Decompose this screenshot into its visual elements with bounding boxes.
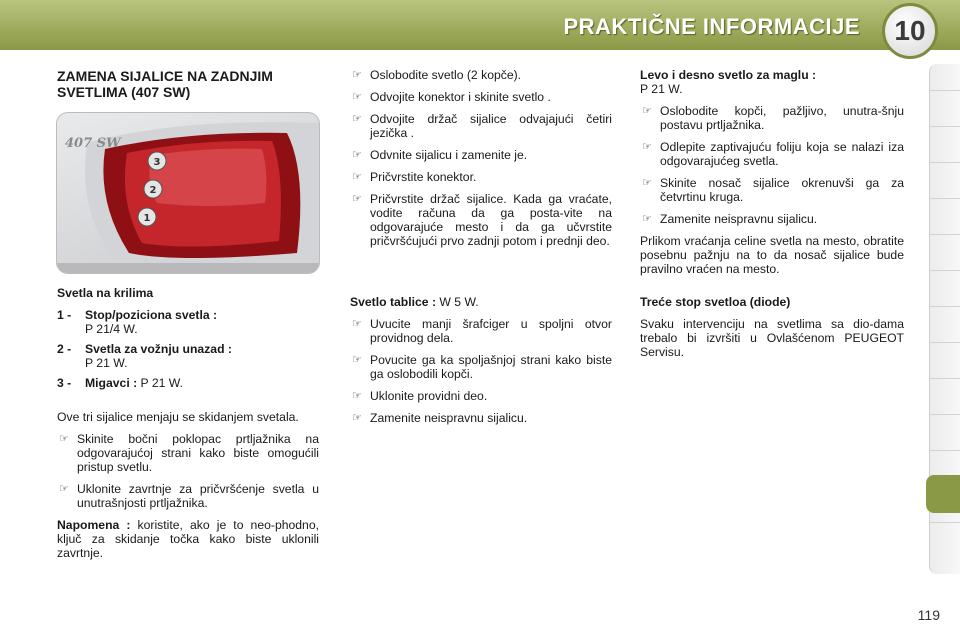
chapter-tab[interactable] <box>930 126 960 127</box>
bulb-item-name: Stop/poziciona svetla : <box>85 308 218 322</box>
instruction-step: ☞ Pričvrstite konektor. <box>350 170 612 184</box>
column-left <box>57 68 319 108</box>
intro-paragraph: Ove tri sijalice menjaju se skidanjem svetala. <box>57 410 299 424</box>
chapter-tab[interactable] <box>930 306 960 307</box>
bulb-item-value: P 21 W. <box>140 376 183 390</box>
chapter-tab[interactable] <box>930 234 960 235</box>
fog-light-label: Levo i desno svetlo za maglu : <box>640 68 817 82</box>
fog-light-value: P 21 W. <box>640 82 683 96</box>
callout-2-label: 2 <box>149 185 157 196</box>
subsection-title: Svetla na krilima <box>57 286 154 300</box>
chapter-tab[interactable] <box>930 162 960 163</box>
chapter-tab[interactable] <box>930 90 960 91</box>
page-number: 119 <box>917 607 940 623</box>
instruction-step: ☞ Zamenite neispravnu sijalicu. <box>640 212 904 226</box>
bulb-item-name: Migavci : <box>85 376 138 390</box>
chapter-tab[interactable] <box>930 414 960 415</box>
instruction-step: ☞ Skinite nosač sijalice okrenuvši ga za četvrtinu kruga. <box>640 176 904 204</box>
bulb-item-value: P 21/4 W. <box>85 322 138 336</box>
bulb-item-name: Svetla za vožnju unazad : <box>85 342 232 356</box>
chapter-title: PRAKTIČNE INFORMACIJE <box>563 14 860 39</box>
instruction-step: ☞ Odvojite držač sijalice odvajajući četiri jezička . <box>350 112 612 140</box>
bulb-item-number: 3 - <box>57 376 72 390</box>
instruction-step: ☞ Pričvrstite držač sijalice. Kada ga vraćate, vodite računa da ga posta-vite na odgovarajuće mesto i da ga učvrstite pričvršćujući prvo zadnji potom i prednji deo. <box>350 192 612 248</box>
bulb-item-value: P 21 W. <box>85 356 128 370</box>
instruction-step: ☞ Zamenite neispravnu sijalicu. <box>350 411 612 425</box>
instruction-step: ☞ Odvojite konektor i skinite svetlo . <box>350 90 612 104</box>
note-label: Napomena : <box>57 518 131 532</box>
refit-paragraph: Prlikom vraćanja celine svetla na mesto, obratite posebnu pažnju na to da nosač sijalice bude pravilno vraćen na mesto. <box>640 234 904 276</box>
section-title: ZAMENA SIJALICE NA ZADNJIM SVETLIMA (407 SW) <box>57 68 273 100</box>
instruction-step: ☞ Odvnite sijalicu i zamenite je. <box>350 148 612 162</box>
instruction-step: ☞ Odlepite zaptivajuću foliju koja se nalazi iza odgovarajućeg svetla. <box>640 140 904 168</box>
column-middle <box>350 68 612 256</box>
active-chapter-tab[interactable] <box>926 475 960 513</box>
instruction-step: ☞ Oslobodite svetlo (2 kopče). <box>350 68 612 82</box>
fog-light-heading <box>640 68 904 96</box>
column-right <box>640 68 904 284</box>
plate-light-value: W 5 W. <box>439 295 479 309</box>
tail-light-photo <box>56 112 320 274</box>
chapter-tab[interactable] <box>930 450 960 451</box>
chapter-tab[interactable] <box>930 522 960 523</box>
instruction-step: ☞ Uklonite zavrtnje za pričvršćenje svetla u unutrašnjosti prtljažnika. <box>57 482 319 510</box>
instruction-step: ☞ Uklonite providni deo. <box>350 389 612 403</box>
instruction-step: ☞ Oslobodite kopči, pažljivo, unutra-šnju postavu prtljažnika. <box>640 104 904 132</box>
note-paragraph <box>57 518 319 560</box>
page-header <box>0 0 960 50</box>
chapter-number-badge: 10 <box>882 3 938 59</box>
third-stop-title: Treće stop svetloa (diode) <box>640 295 791 309</box>
instruction-step: ☞ Povucite ga ka spoljašnjoj strani kako biste ga oslobodili kopči. <box>350 353 612 381</box>
third-stop-text: Svaku intervenciju na svetlima sa dio-dama trebalo bi izvršiti u Ovlašćenom PEUGEOT Servisu. <box>640 317 904 359</box>
callout-3-label: 3 <box>153 157 161 168</box>
chapter-tab[interactable] <box>930 270 960 271</box>
column-left-body <box>57 286 319 568</box>
plate-light-label: Svetlo tablice : <box>350 295 437 309</box>
callout-1-label: 1 <box>143 213 151 224</box>
bulb-item <box>57 376 319 390</box>
column-right-lower <box>640 295 904 367</box>
chapter-tab[interactable] <box>930 378 960 379</box>
tail-light-illustration <box>57 113 319 273</box>
note-text: koristite, ako je to neo-phodno, ključ za skidanje točka kako biste uklonili zavrtnje. <box>57 518 319 560</box>
bulb-item <box>57 342 319 370</box>
bulb-item <box>57 308 319 336</box>
instruction-step: ☞ Uvucite manji šrafciger u spoljni otvor providnog dela. <box>350 317 612 345</box>
column-middle-lower <box>350 295 612 433</box>
bulb-item-number: 2 - <box>57 342 72 356</box>
bulb-item-number: 1 - <box>57 308 72 322</box>
model-badge: 407 SW <box>65 136 121 151</box>
chapter-tab[interactable] <box>930 198 960 199</box>
instruction-step: ☞ Skinite bočni poklopac prtljažnika na odgovarajućoj strani kako biste omogućili pristup svetlu. <box>57 432 319 474</box>
chapter-tab[interactable] <box>930 342 960 343</box>
plate-light-heading <box>350 295 612 309</box>
